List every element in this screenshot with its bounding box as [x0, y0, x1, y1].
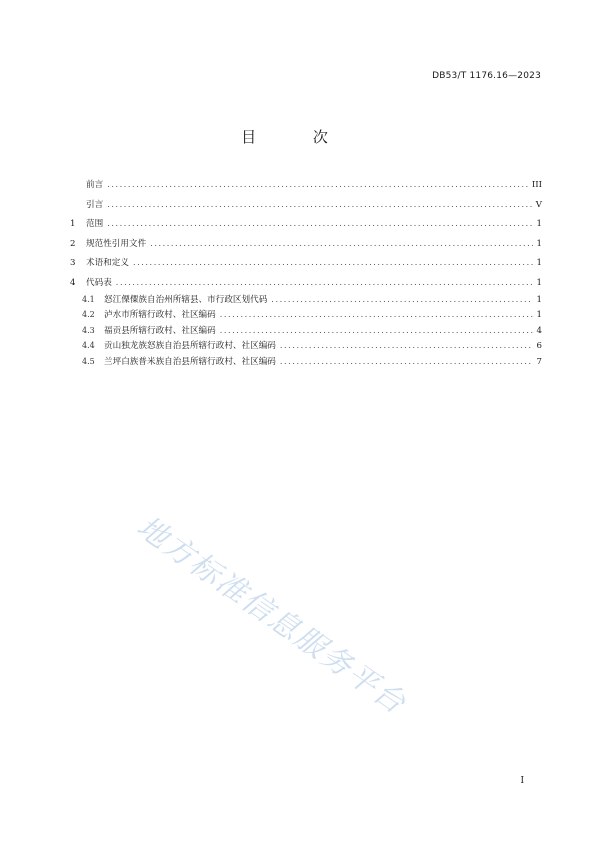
toc-entry-page: 7 [536, 356, 542, 367]
toc-dot-leader [150, 239, 532, 248]
toc-dot-leader [280, 357, 533, 366]
toc-entry-label: 怒江傈僳族自治州所辖县、市行政区划代码 [104, 294, 268, 305]
toc-entry-page: 1 [536, 277, 542, 288]
toc-dot-leader [107, 200, 532, 209]
document-code: DB53/T 1176.16—2023 [432, 71, 541, 81]
table-of-contents [70, 178, 542, 370]
toc-entry-number: 2 [70, 238, 76, 249]
toc-subentry[interactable] [70, 324, 542, 340]
toc-entry-label: 前言 [86, 180, 104, 190]
toc-entry-page: 1 [536, 310, 542, 321]
toc-entry-page: 4 [536, 325, 542, 336]
toc-entry[interactable] [70, 178, 542, 198]
toc-dot-leader [116, 278, 533, 287]
toc-entry-number: 4.5 [82, 356, 95, 366]
toc-entry-number: 4.2 [82, 310, 95, 320]
toc-entry-page: V [535, 199, 542, 210]
page-number: I [520, 776, 524, 786]
toc-subentry[interactable] [70, 355, 542, 371]
toc-entry-label: 兰坪白族普米族自治县所辖行政村、社区编码 [104, 356, 276, 367]
toc-entry[interactable] [70, 198, 542, 218]
page-title: 目 次 [241, 128, 354, 146]
toc-entry-number: 4 [70, 277, 76, 288]
toc-entry-label: 引言 [86, 199, 104, 210]
toc-dot-leader [220, 310, 533, 319]
toc-entry-label: 范围 [86, 219, 104, 230]
toc-entry[interactable] [70, 217, 542, 237]
toc-dot-leader [133, 258, 533, 267]
toc-entry[interactable] [70, 256, 542, 276]
toc-entry-label: 泸水市所辖行政村、社区编码 [104, 310, 216, 321]
toc-subentry[interactable] [70, 293, 542, 309]
toc-entry-label: 代码表 [86, 277, 112, 288]
toc-dot-leader [107, 180, 528, 189]
toc-entry-page: 1 [536, 238, 542, 249]
toc-entry[interactable] [70, 237, 542, 257]
toc-entry-page: 1 [536, 219, 542, 230]
toc-entry-label: 贡山独龙族怒族自治县所辖行政村、社区编码 [104, 341, 276, 352]
toc-dot-leader [271, 295, 532, 304]
toc-entry-label: 术语和定义 [86, 258, 129, 269]
toc-entry-page: 6 [536, 341, 542, 352]
toc-subentry[interactable] [70, 339, 542, 355]
toc-entry-page: 1 [536, 294, 542, 305]
toc-entry-number: 3 [70, 258, 76, 269]
toc-entry-page: III [531, 180, 542, 190]
toc-entry-number: 4.4 [82, 341, 95, 351]
toc-dot-leader [107, 219, 532, 228]
toc-entry-label: 规范性引用文件 [86, 238, 147, 249]
toc-entry-label: 福贡县所辖行政村、社区编码 [104, 325, 216, 336]
toc-dot-leader [220, 326, 533, 335]
toc-entry-page: 1 [536, 258, 542, 269]
toc-subentry[interactable] [70, 308, 542, 324]
toc-entry-number: 4.1 [82, 294, 95, 304]
toc-entry-number: 1 [70, 219, 76, 230]
watermark: 地方标准信息服务平台 [130, 509, 413, 722]
toc-entry-number: 4.3 [82, 325, 95, 335]
toc-dot-leader [280, 341, 533, 350]
